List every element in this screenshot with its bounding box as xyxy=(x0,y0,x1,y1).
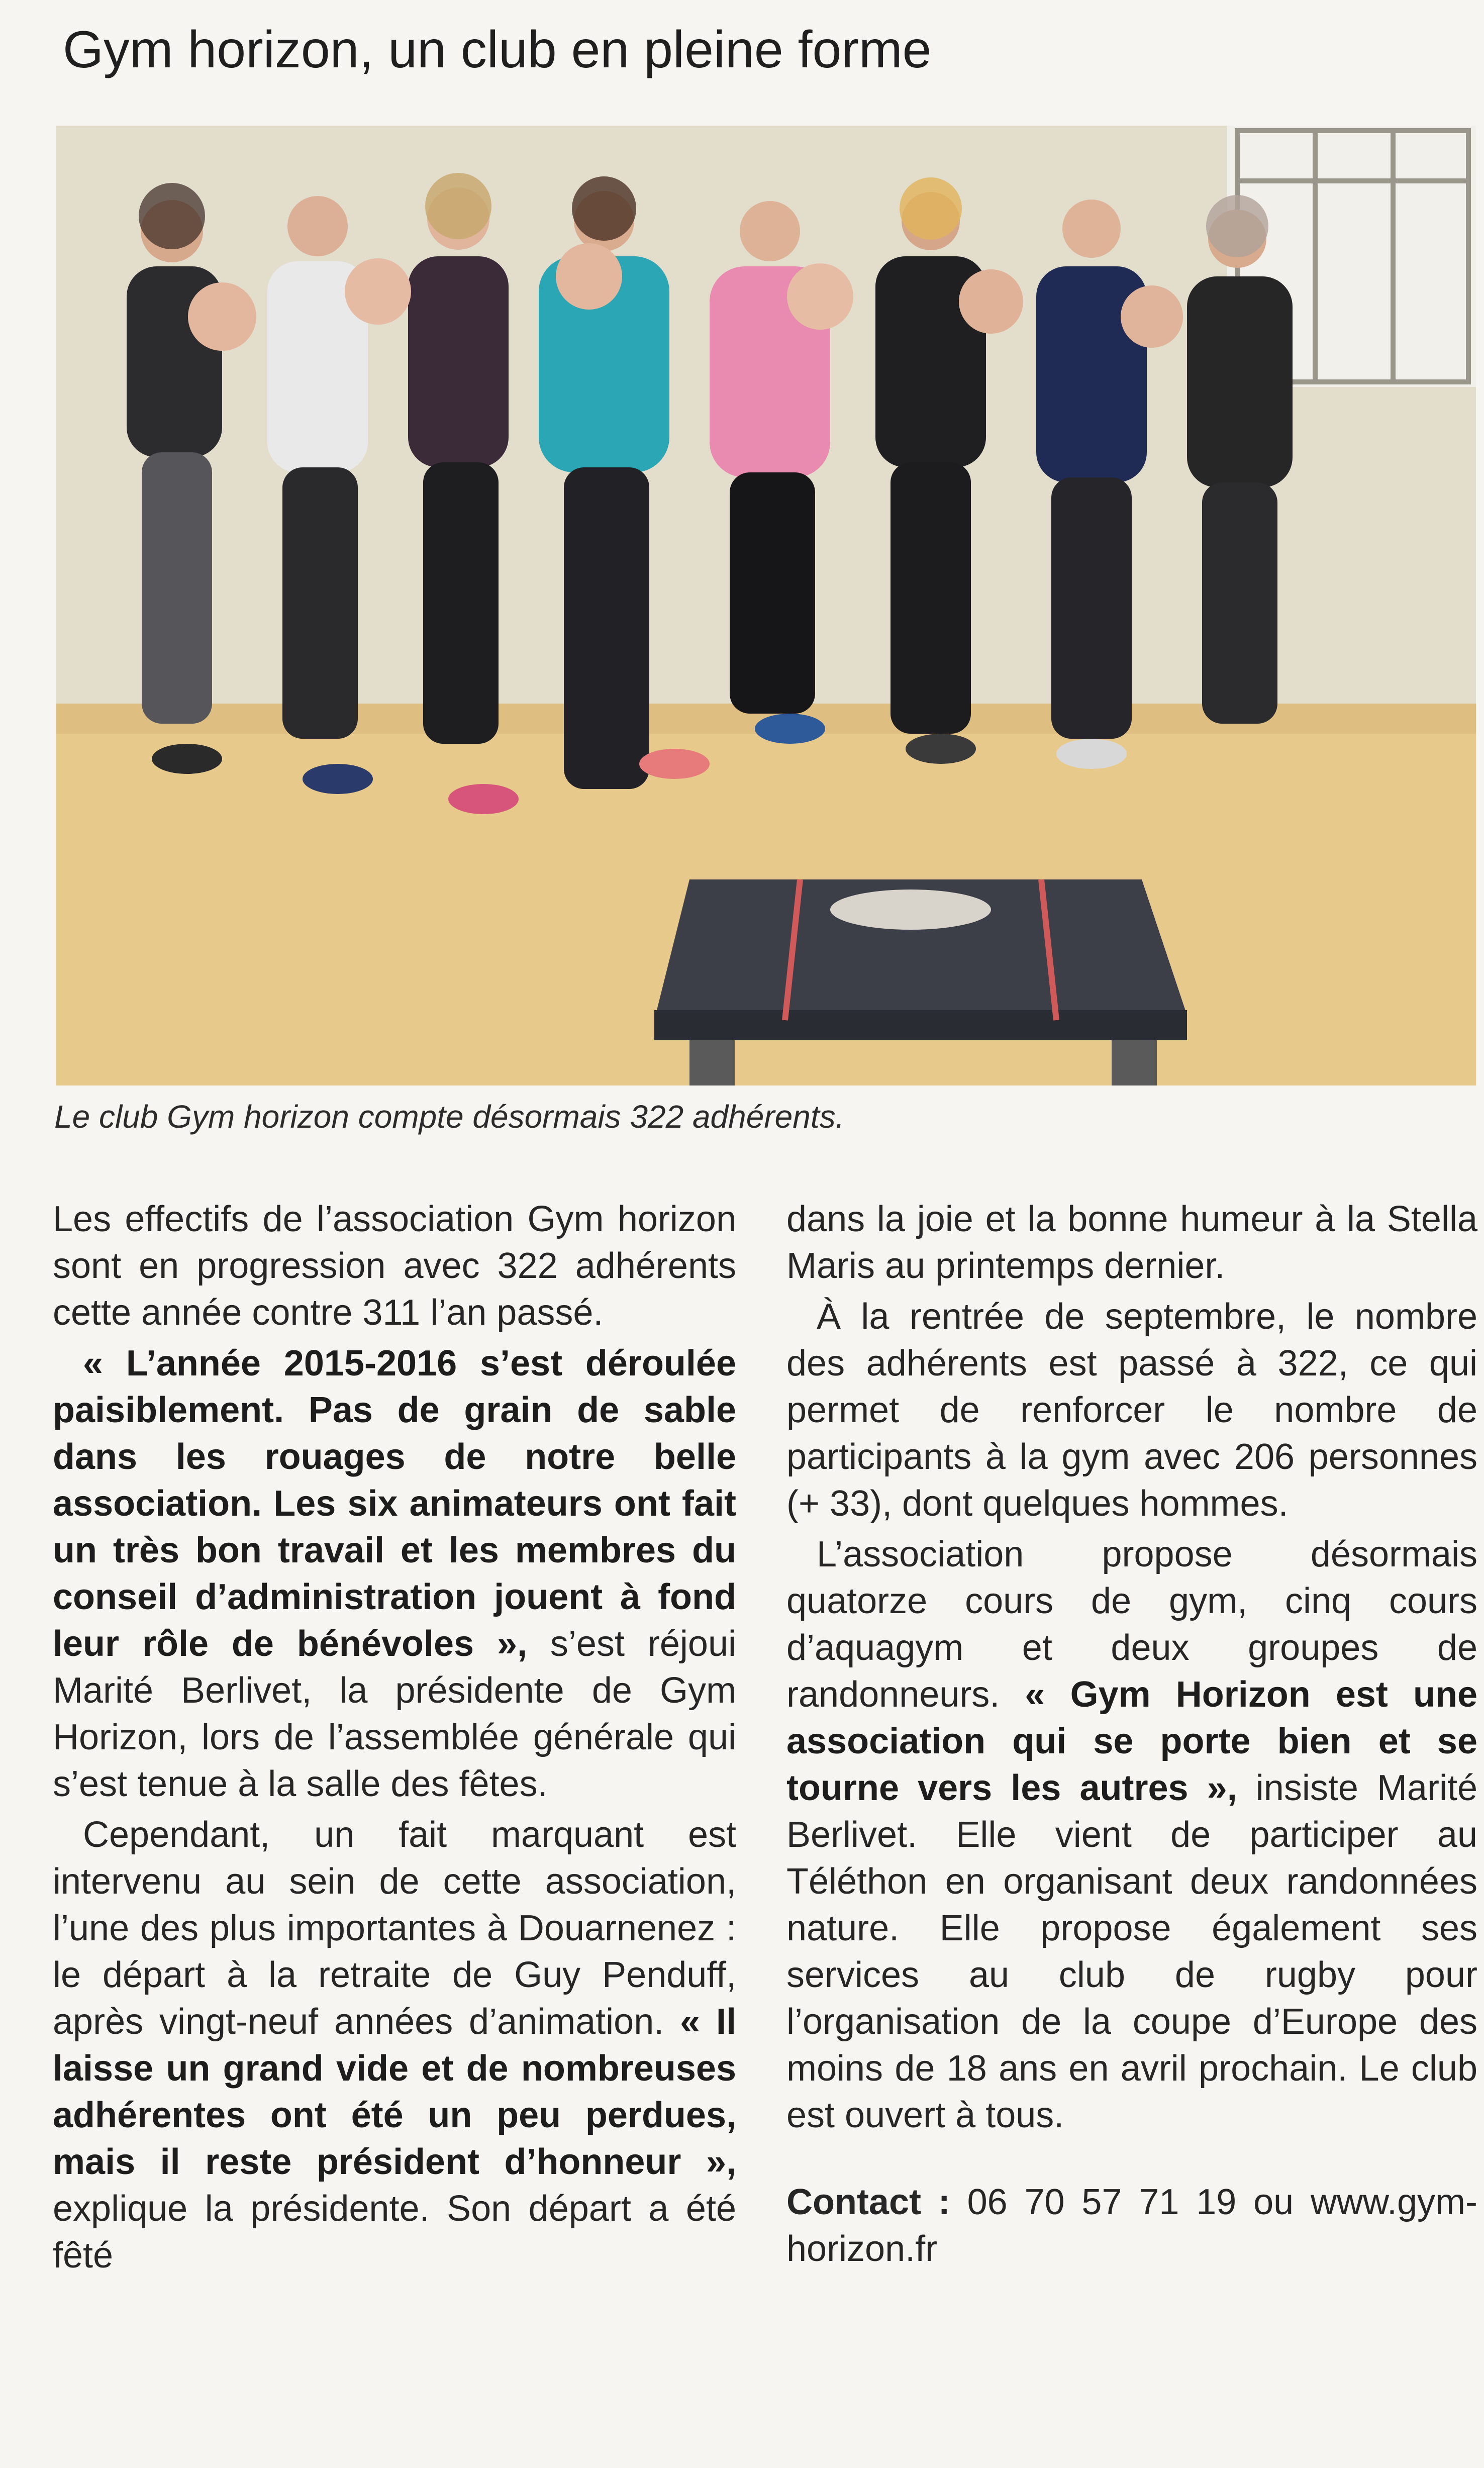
paragraph-quote-president xyxy=(53,1340,736,1808)
paragraph-retirement-end: explique la présidente. Son départ a été fêté xyxy=(53,2189,736,2276)
paragraph-retirement-start: Cependant, un fait marquant est intervenu au sein de cette association, l’une des plus importantes à Douarnenez : le départ à la retraite de Guy Penduff, après vingt-neuf années d’animation. xyxy=(53,1815,736,2042)
quote-bold-activities: « Gym Horizon est une association qui se porte bien et se tourne vers les autres », xyxy=(786,1674,1477,1808)
paragraph-activities-start: L’association propose désormais quatorze cours de gym, cinq cours d’aquagym et deux groupes de randonneurs. xyxy=(786,1534,1477,1715)
paragraph-continuation: dans la joie et la bonne humeur à la Stella Maris au printemps dernier. xyxy=(786,1199,1477,1286)
article-column-left xyxy=(53,1196,736,2283)
article-headline: Gym horizon, un club en pleine forme xyxy=(63,21,932,79)
quote-bold: « L’année 2015-2016 s’est déroulée paisiblement. Pas de grain de sable dans les rouages de notre belle association. Les six animateurs ont fait un très bon travail et les membres du conseil d’administration jouent à fond leur rôle de bénévoles », xyxy=(53,1343,736,1664)
paragraph-activities xyxy=(786,1531,1477,2139)
quote-bold-retirement: « Il laisse un grand vide et de nombreuses adhérentes ont été un peu perdues, mais il reste président d’honneur », xyxy=(53,2002,736,2182)
group-photo-illustration xyxy=(56,126,1476,1085)
group-photo xyxy=(56,126,1476,1085)
paragraph-intro: Les effectifs de l’association Gym horizon sont en progression avec 322 adhérents cette année contre 311 l’an passé. xyxy=(53,1199,736,1333)
photo-caption: Le club Gym horizon compte désormais 322 adhérents. xyxy=(54,1099,845,1135)
quote-attribution: s’est réjoui Marité Berlivet, la présidente de Gym Horizon, lors de l’assemblée générale qui s’est tenue à la salle des fêtes. xyxy=(53,1624,736,1804)
contact-line xyxy=(786,2179,1477,2273)
paragraph-membership: À la rentrée de septembre, le nombre des adhérents est passé à 322, ce qui permet de renforcer le nombre de participants à la gym avec 206 personnes (+ 33), dont quelques hommes. xyxy=(786,1297,1477,1524)
paragraph-activities-end: insiste Marité Berlivet. Elle vient de participer au Téléthon en organisant deux randonnées nature. Elle propose également ses services au club de rugby pour l’organisation de la coupe d’Europe des moins de 18 ans en avril prochain. Le club est ouvert à tous. xyxy=(786,1768,1477,2135)
contact-label: Contact : xyxy=(786,2182,950,2222)
paragraph-retirement xyxy=(53,1812,736,2279)
contact-value: 06 70 57 71 19 ou www.gym-horizon.fr xyxy=(786,2182,1478,2269)
article-column-right xyxy=(786,1196,1477,2277)
